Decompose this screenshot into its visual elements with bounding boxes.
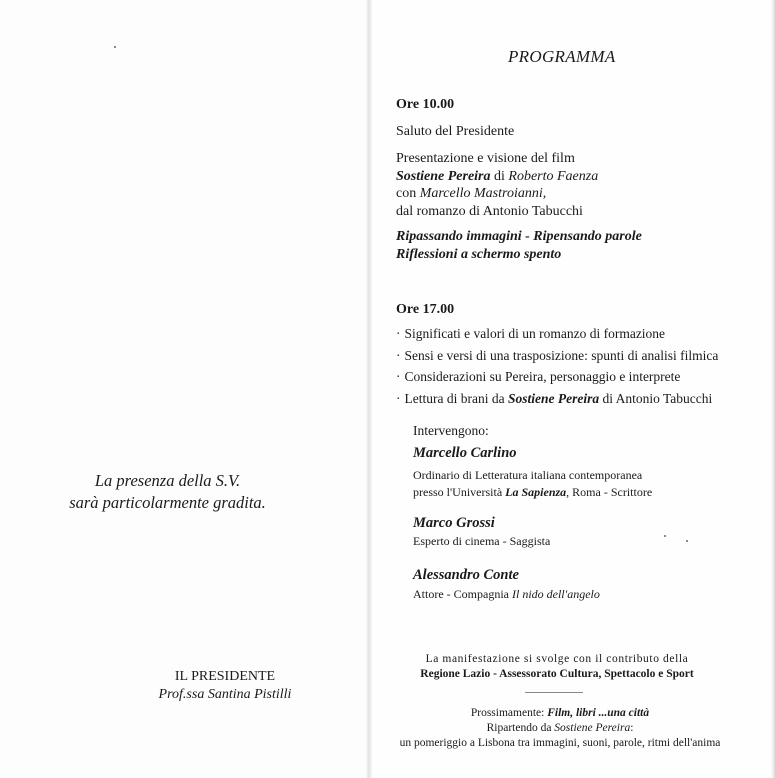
cast-actor: Marcello Mastroianni, [419,186,547,201]
next-line2-prefix: Ripartendo da [486,722,555,734]
afternoon-item: · Sensi e versi di una trasposizione: spunti di analisi filmica [396,345,718,367]
film-intro: Presentazione e visione del film [396,151,575,166]
speaker-name: Marco Grossi [413,515,495,531]
film-block [396,150,598,220]
invite-line-1: La presenza della S.V. [94,471,241,490]
speaker-role [413,467,652,501]
sponsor-line-1: La manifestazione si svolge con il contributo della [425,653,689,665]
upcoming-line-2 [380,721,740,736]
speck [664,535,666,537]
speaker1-role-line-2 [413,484,652,501]
cast-prefix: con [396,186,420,201]
speaker1-role-line-1: Ordinario di Letteratura italiana contemporanea [413,468,643,482]
upcoming-block [380,706,740,751]
left-panel [0,0,370,778]
next-line2-title: Sostiene Pereira [554,722,631,734]
film-director: Roberto Faenza [508,168,599,184]
role-prefix: presso l'Università [413,485,506,499]
novel-source: dal romanzo di Antonio Tabucchi [396,203,583,219]
speaker-name: Marcello Carlino [413,445,517,461]
next-prefix: Prossimamente: [470,707,548,719]
speck [686,540,688,542]
greeting: Saluto del Presidente [396,124,515,139]
afternoon-list [396,323,718,409]
company-name: Il nido dell'angelo [511,587,600,601]
program-heading: PROGRAMMA [508,47,616,66]
film-title: Sostiene Pereira [396,168,491,184]
role-prefix: Attore - Compagnia [413,587,512,601]
morning-time: Ore 10.00 [396,97,455,112]
cast-line [396,185,598,203]
role-suffix: , Roma - Scrittore [566,485,653,499]
reflection-block [396,228,642,263]
upcoming-line-1 [380,706,740,721]
university-name: La Sapienza [505,485,567,499]
speck [114,46,116,48]
sponsor-line-2: Regione Lazio - Assessorato Cultura, Spettacolo e Sport [420,668,694,680]
invite-text [40,470,295,514]
afternoon-time: Ore 17.00 [396,302,455,317]
item4-title: Sostiene Pereira [507,390,600,406]
reflection-line-2: Riflessioni a schermo spento [396,246,562,262]
speaker-role: Esperto di cinema - Saggista [413,534,551,548]
next-title: Film, libri ...una città [547,707,650,719]
afternoon-item [396,388,718,410]
afternoon-item: · Considerazioni su Pereira, personaggio e interprete [396,366,718,388]
speakers-label: Intervengono: [413,423,489,438]
afternoon-item: · Significati e valori di un romanzo di formazione [396,323,718,345]
item4-suffix: di Antonio Tabucchi [599,390,713,406]
president-title: IL PRESIDENTE [174,669,276,684]
speaker-role [413,587,600,602]
film-line [396,168,598,186]
president-name: Prof.ssa Santina Pistilli [158,687,292,702]
reflection-line-1: Ripassando immagini - Ripensando parole [396,229,642,244]
right-edge [771,0,775,778]
divider [525,692,583,693]
upcoming-line-3: un pomeriggio a Lisbona tra immagini, suoni, parole, ritmi dell'anima [399,737,721,749]
invite-line-2: sarà particolarmente gradita. [69,493,266,512]
item4-prefix: Lettura di brani da [404,390,508,406]
next-line2-suffix: : [630,722,634,734]
speaker-name: Alessandro Conte [413,567,519,583]
film-by: di [490,168,509,184]
